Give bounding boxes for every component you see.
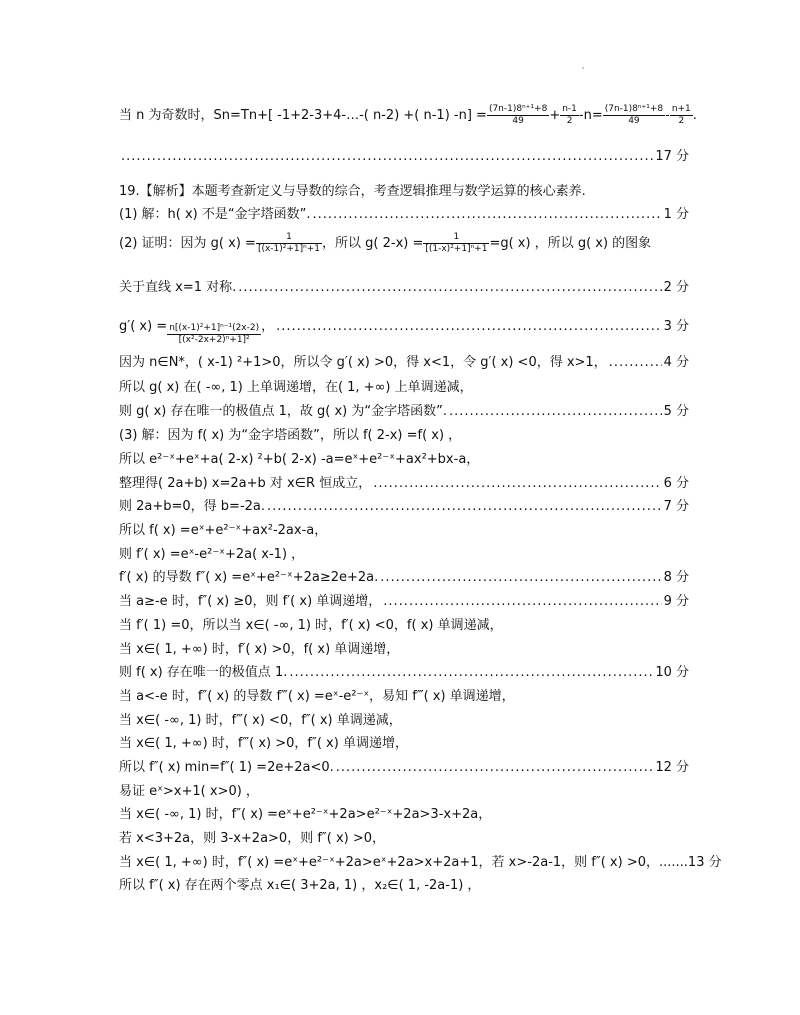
f-definition-line: 所以 f( x) =eˣ+e²⁻ˣ+ax²-2ax-a， [119, 523, 328, 538]
part2-proof-line: (2) 证明：因为 g( x) = $\frac{1}{\text{[(x-1)²+1]ⁿ+1}}$ ，所以 g( 2-x) = $\frac{1}{\text{[(1-x)²+1]ⁿ+1}}$ =g( x) ，所以 g( x) 的图象 [119, 232, 652, 254]
fraction: $\frac{\text{n[(x-1)²+1]ⁿ⁻¹(2x-2)}}{\text{[(x²-2x+2)ⁿ+1]²}}$ [169, 323, 260, 345]
case-line-b: 当 x∈( 1, +∞) 时，f′( x) >0，f( x) 单调递增， [119, 642, 400, 657]
corner-mark: ' [582, 66, 585, 75]
line-9: 当 a≥-e 时，f″( x) ≥0，则 f′( x) 单调递增， ..... 9 分 [119, 593, 689, 611]
line-13: 当 x∈( 1, +∞) 时，f″( x) =eˣ+e²⁻ˣ+2a>eˣ+2a>x+2a+1，若 x>-2a-1，则 f″( x) >0，....... 13 分 [119, 855, 722, 870]
monotonic-line: 所以 g( x) 在( -∞, 1) 上单调递增，在( 1, +∞) 上单调递减， [119, 380, 473, 395]
line-8: f′( x) 的导数 f″( x) =eˣ+e²⁻ˣ+2a≥2e+2a. ..... 8 分 [119, 569, 689, 587]
line-sn-odd: 当 n 为奇数时，Sn=Tn+[ -1+2-3+4-…-( n-2) +( n-1) -n] = $\frac{\text{(7n-1)8ⁿ⁺¹+8}}{49}$ + $\frac{n-1}{2}$ -n= $\frac{\text{(7n-1)8ⁿ⁺¹+8}}{49}$ - $\frac{n+1}{2}$ . [119, 104, 697, 126]
case-line-c: 当 a<-e 时，f″( x) 的导数 f‴( x) =eˣ-e²⁻ˣ，易知 f‴( x) 单调递增， [119, 689, 515, 704]
line-7: 则 2a+b=0，得 b=-2a. ..... 7 分 [119, 498, 689, 516]
case-line-g: 若 x<3+2a，则 3-x+2a>0，则 f″( x) >0， [119, 831, 386, 846]
fraction: $\frac{\text{(7n-1)8ⁿ⁺¹+8}}{49}$ [604, 104, 664, 126]
lemma-line: 易证 eˣ>x+1( x>0) ， [119, 784, 259, 799]
f-prime-line: 则 f′( x) =eˣ-e²⁻ˣ+2a( x-1) ， [119, 547, 305, 562]
case-line-e: 当 x∈( 1, +∞) 时，f‴( x) >0，f″( x) 单调递增， [119, 736, 408, 751]
part3-line: (3) 解：因为 f( x) 为“金字塔函数”，所以 f( 2-x) =f( x) ， [119, 428, 462, 443]
fraction: $\frac{n-1}{2}$ [562, 104, 577, 126]
fraction: $\frac{1}{\text{[(1-x)²+1]ⁿ+1}}$ [425, 232, 488, 254]
derivative-line: g′( x) = $\frac{\text{n[(x-1)²+1]ⁿ⁻¹(2x-2)}}{\text{[(x²-2x+2)ⁿ+1]²}}$ ， ..... 3 分 [119, 318, 689, 346]
line-5: 则 g( x) 存在唯一的极值点 1，故 g( x) 为“金字塔函数”. ..... 5 分 [119, 403, 689, 421]
part1-line: (1) 解：h( x) 不是“金字塔函数”. ..... 1 分 [119, 206, 689, 224]
case-line-a: 当 f′( 1) =0，所以当 x∈( -∞, 1) 时，f′( x) <0，f( x) 单调递减， [119, 618, 503, 633]
case-line-f: 当 x∈( -∞, 1) 时，f″( x) =eˣ+e²⁻ˣ+2a>e²⁻ˣ+2a>3-x+2a， [119, 807, 492, 822]
equation-line: 所以 e²⁻ˣ+eˣ+a( 2-x) ²+b( 2-x) -a=eˣ+e²⁻ˣ+ax²+bx-a， [119, 452, 480, 467]
fraction: $\frac{\text{(7n-1)8ⁿ⁺¹+8}}{49}$ [488, 104, 548, 126]
symmetry-line: 关于直线 x=1 对称. ..... 2 分 [119, 279, 689, 297]
zeros-line: 所以 f″( x) 存在两个零点 x₁∈( 3+2a, 1) ，x₂∈( 1, -2a-1) ， [119, 878, 481, 893]
fraction: $\frac{1}{\text{[(x-1)²+1]ⁿ+1}}$ [257, 232, 321, 254]
score-line-17: ..... 17 分 [119, 148, 689, 166]
line-10: 则 f( x) 存在唯一的极值点 1. ..... 10 分 [119, 664, 689, 682]
case-line-d: 当 x∈( -∞, 1) 时，f‴( x) <0，f″( x) 单调递减， [119, 713, 402, 728]
fraction: $\frac{n+1}{2}$ [671, 104, 691, 126]
line-12: 所以 f″( x) min=f″( 1) =2e+2a<0. ..... 12 分 [119, 759, 689, 777]
line-4: 因为 n∈N*，( x-1) ²+1>0，所以令 g′( x) >0，得 x<1，令 g′( x) <0，得 x>1， ..... 4 分 [119, 354, 689, 372]
problem-19-heading: 19.【解析】本题考查新定义与导数的综合，考查逻辑推理与数学运算的核心素养. [119, 184, 586, 199]
text: 当 n 为奇数时，Sn=Tn+[ -1+2-3+4-…-( n-2) +( n-1) -n] = [119, 108, 487, 123]
line-6: 整理得( 2a+b) x=2a+b 对 x∈R 恒成立， ..... 6 分 [119, 475, 689, 493]
